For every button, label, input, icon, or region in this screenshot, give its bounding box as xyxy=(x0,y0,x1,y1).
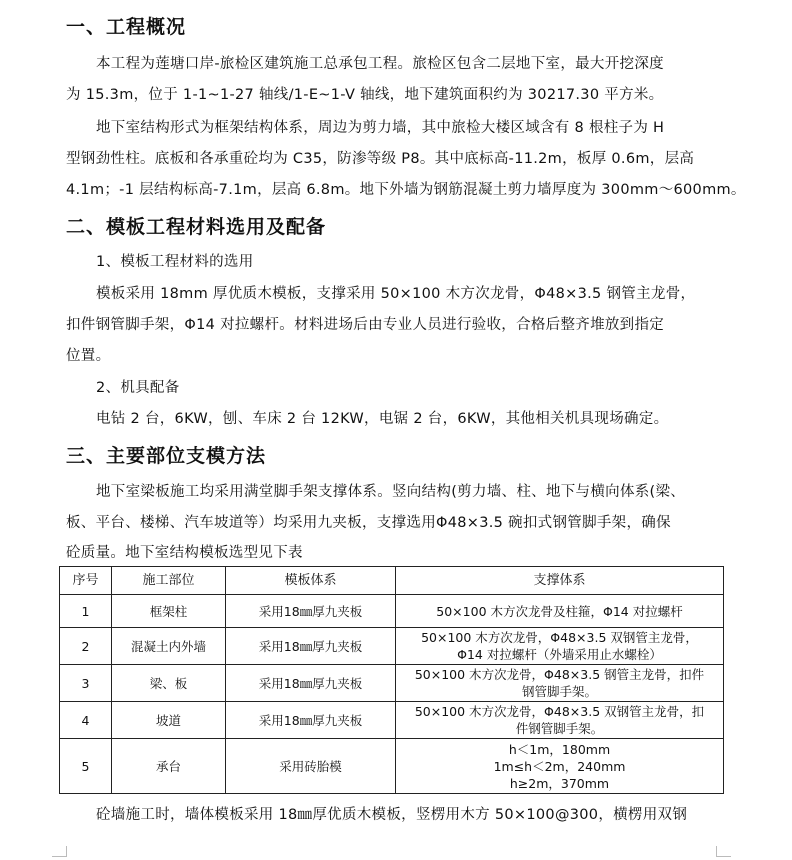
cell-formwork: 采用18㎜厚九夹板 xyxy=(226,702,396,739)
table-row xyxy=(60,665,724,702)
cell-part: 梁、板 xyxy=(112,665,226,702)
section-heading-formwork-methods: 三、主要部位支模方法 xyxy=(66,445,267,467)
cell-no: 5 xyxy=(60,739,112,794)
section-heading-overview: 一、工程概况 xyxy=(66,16,187,38)
section-heading-materials: 二、模板工程材料选用及配备 xyxy=(66,216,327,238)
cell-support-line: Φ14 对拉螺杆（外墙采用止水螺栓） xyxy=(457,647,662,662)
paragraph-line: 电钻 2 台，6KW，刨、车床 2 台 12KW，电锯 2 台，6KW，其他相关机具现场确定。 xyxy=(96,411,669,427)
cell-support-line: 50×100 木方次龙骨，Φ48×3.5 双钢管主龙骨， xyxy=(421,630,698,645)
paragraph-line: 砼墙施工时，墙体模板采用 18㎜厚优质木模板，竖楞用木方 50×100@300，横楞用双钢 xyxy=(96,807,688,823)
cell-support-line: 件钢管脚手架。 xyxy=(515,721,604,736)
subsection-heading: 1、模板工程材料的选用 xyxy=(96,254,254,270)
cell-part: 承台 xyxy=(112,739,226,794)
cell-support-line: 50×100 木方次龙骨，Φ48×3.5 双钢管主龙骨，扣 xyxy=(414,704,705,719)
cell-no: 4 xyxy=(60,702,112,739)
paragraph-line: 4.1m；-1 层结构标高-7.1m，层高 6.8m。地下外墙为钢筋混凝土剪力墙厚度为 300mm～600mm。 xyxy=(66,182,746,198)
cell-support-line: 1m≤h＜2m，240mm xyxy=(493,758,626,774)
cell-formwork: 采用18㎜厚九夹板 xyxy=(226,595,396,628)
paragraph-line: 本工程为莲塘口岸-旅检区建筑施工总承包工程。旅检区包含二层地下室，最大开挖深度 xyxy=(96,56,664,72)
table-row xyxy=(60,702,724,739)
table-row xyxy=(60,595,724,628)
paragraph-line: 砼质量。地下室结构模板选型见下表 xyxy=(66,545,303,561)
cell-support xyxy=(396,702,724,739)
formwork-selection-table xyxy=(59,566,724,794)
cell-support-line: 50×100 木方次龙骨，Φ48×3.5 钢管主龙骨，扣件 xyxy=(414,667,705,682)
header-cell: 模板体系 xyxy=(226,567,396,595)
subsection-heading: 2、机具配备 xyxy=(96,380,180,396)
cell-formwork: 采用砖胎模 xyxy=(226,739,396,794)
page-corner-mark xyxy=(716,846,731,857)
paragraph-line: 扣件钢管脚手架，Φ14 对拉螺杆。材料进场后由专业人员进行验收，合格后整齐堆放到指定 xyxy=(66,317,665,333)
paragraph-line: 板、平台、楼梯、汽车坡道等）均采用九夹板，支撑选用Φ48×3.5 碗扣式钢管脚手架，确保 xyxy=(66,515,671,531)
cell-support xyxy=(396,628,724,665)
paragraph-line: 地下室结构形式为框架结构体系，周边为剪力墙，其中旅检大楼区域含有 8 根柱子为 H xyxy=(96,120,665,136)
header-cell: 序号 xyxy=(60,567,112,595)
cell-part: 框架柱 xyxy=(112,595,226,628)
paragraph-line: 为 15.3m，位于 1-1~1-27 轴线/1-E~1-V 轴线，地下建筑面积约为 30217.30 平方米。 xyxy=(66,87,664,103)
table-row xyxy=(60,739,724,794)
table-row xyxy=(60,628,724,665)
paragraph-line: 位置。 xyxy=(66,348,111,364)
cell-support-line: h＜1m，180mm xyxy=(508,741,611,757)
cell-formwork: 采用18㎜厚九夹板 xyxy=(226,628,396,665)
cell-no: 3 xyxy=(60,665,112,702)
cell-part: 混凝土内外墙 xyxy=(112,628,226,665)
paragraph-line: 型钢劲性柱。底板和各承重砼均为 C35，防渗等级 P8。其中底标高-11.2m，板厚 0.6m，层高 xyxy=(66,151,695,167)
paragraph-line: 模板采用 18mm 厚优质木模板，支撑采用 50×100 木方次龙骨，Φ48×3.5 钢管主龙骨， xyxy=(96,286,696,302)
cell-formwork: 采用18㎜厚九夹板 xyxy=(226,665,396,702)
cell-no: 2 xyxy=(60,628,112,665)
page-corner-mark xyxy=(52,846,67,857)
cell-support xyxy=(396,595,724,628)
header-cell: 施工部位 xyxy=(112,567,226,595)
header-cell: 支撑体系 xyxy=(396,567,724,595)
cell-support xyxy=(396,665,724,702)
paragraph-line: 地下室梁板施工均采用满堂脚手架支撑体系。竖向结构(剪力墙、柱、地下与横向体系(梁、 xyxy=(96,484,686,500)
cell-no: 1 xyxy=(60,595,112,628)
cell-support-line: 钢管脚手架。 xyxy=(521,684,597,699)
cell-part: 坡道 xyxy=(112,702,226,739)
table-header-row xyxy=(60,567,724,595)
cell-support xyxy=(396,739,724,794)
cell-support-line: h≥2m，370mm xyxy=(509,775,610,791)
cell-support-line: 50×100 木方次龙骨及柱箍，Φ14 对拉螺杆 xyxy=(436,603,683,619)
